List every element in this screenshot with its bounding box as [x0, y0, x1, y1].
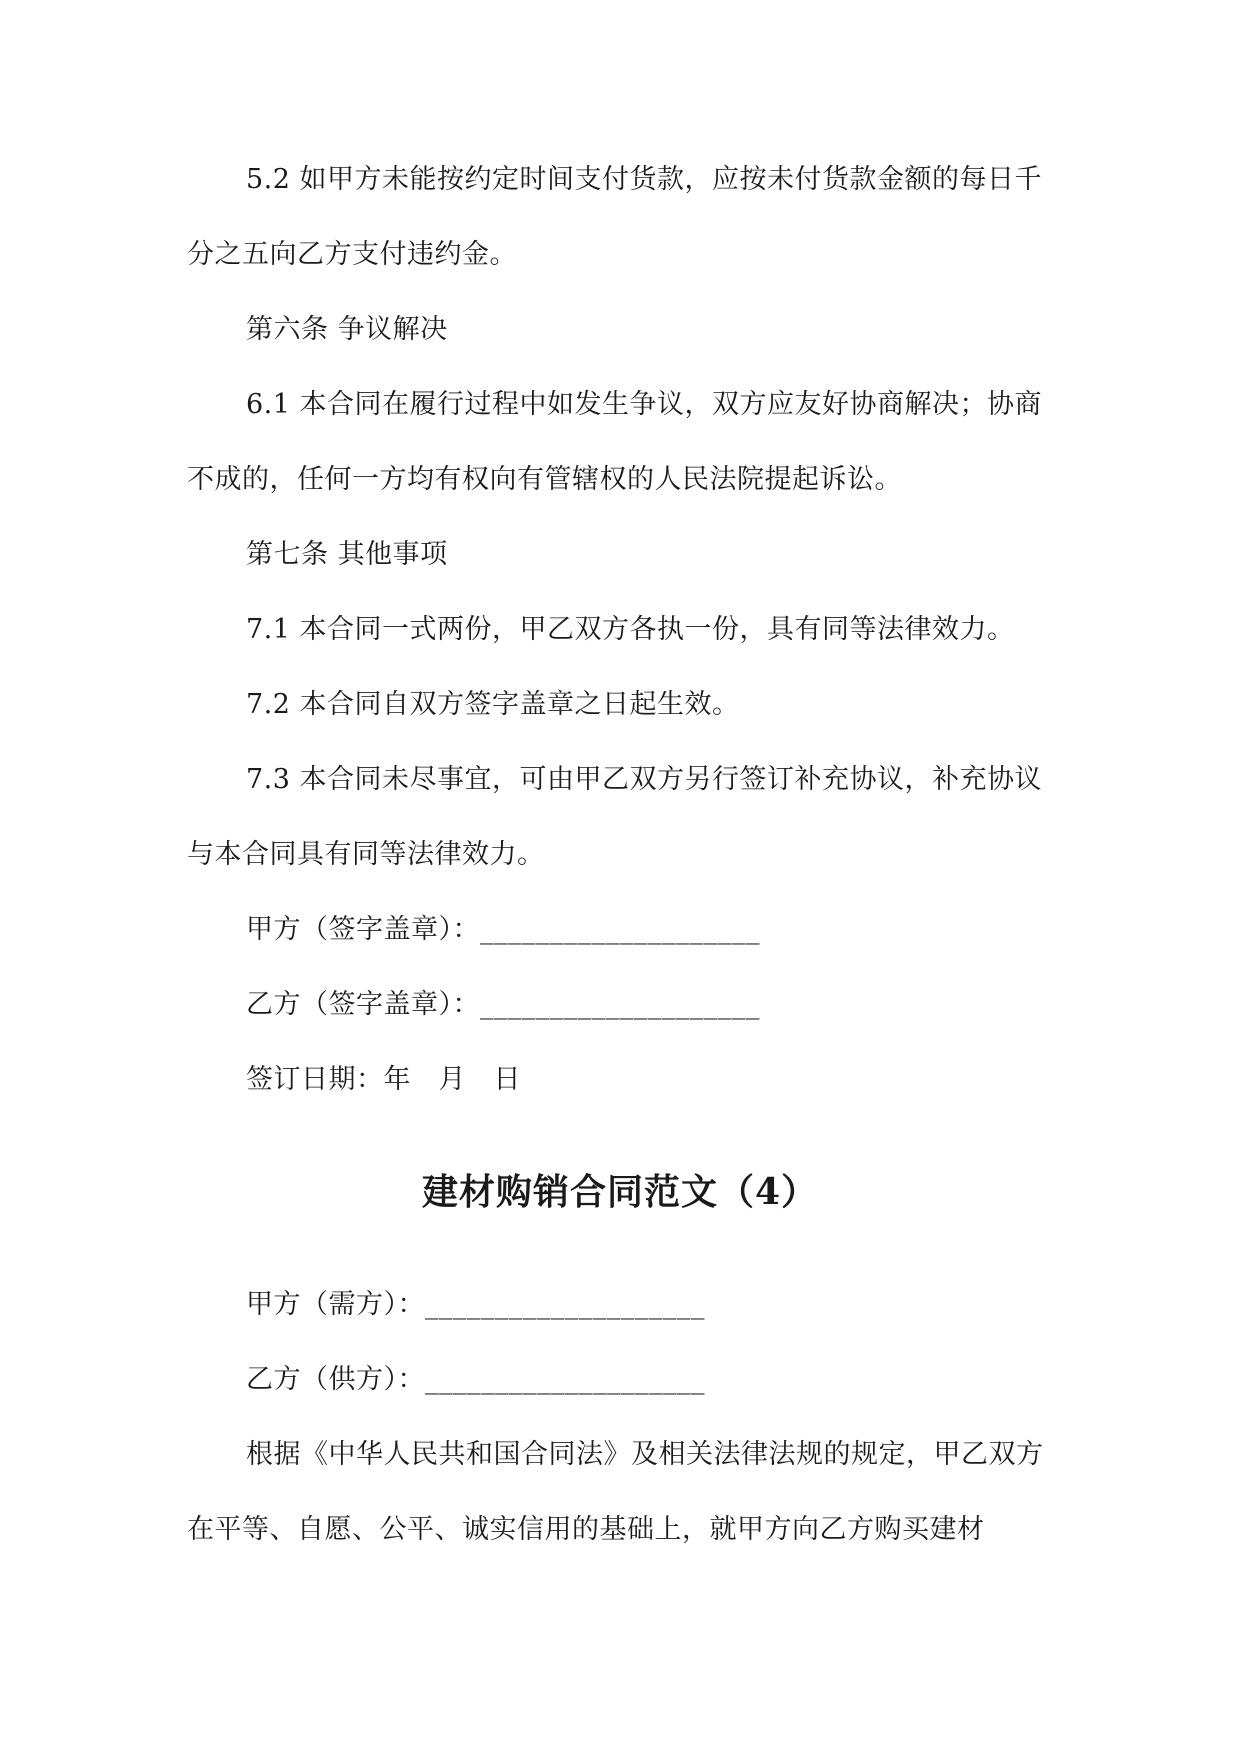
clause-7-2: 7.2 本合同自双方签字盖章之日起生效。: [246, 689, 740, 720]
party-a-buyer-line: 甲方（需方）：____________________: [246, 1289, 705, 1320]
party-b-signature-line: 乙方（签字盖章）：____________________: [246, 989, 760, 1020]
preamble-paragraph: 根据《中华人民共和国合同法》及相关法律法规的规定，甲乙双方在平等、自愿、公平、诚实信用的基础上，就甲方向乙方购买建材: [187, 1439, 1044, 1545]
article-7-title: 第七条 其他事项: [246, 539, 448, 570]
document-page: [187, 142, 1053, 1567]
clause-5-2: 5.2 如甲方未能按约定时间支付货款，应按未付货款金额的每日千分之五向乙方支付违约金。: [187, 164, 1043, 270]
clause-7-1: 7.1 本合同一式两份，甲乙双方各执一份，具有同等法律效力。: [246, 614, 1015, 645]
article-6-title: 第六条 争议解决: [246, 314, 448, 345]
clause-7-3: 7.3 本合同未尽事宜，可由甲乙双方另行签订补充协议，补充协议与本合同具有同等法律效力。: [187, 764, 1043, 870]
signing-date-line: 签订日期：年 月 日: [246, 1064, 521, 1095]
clause-6-1: 6.1 本合同在履行过程中如发生争议，双方应友好协商解决；协商不成的，任何一方均有权向有管辖权的人民法院提起诉讼。: [187, 389, 1043, 495]
contract-heading: 建材购销合同范文（4）: [421, 1171, 819, 1213]
party-a-signature-line: 甲方（签字盖章）：____________________: [246, 914, 760, 945]
party-b-seller-line: 乙方（供方）：____________________: [246, 1364, 705, 1395]
